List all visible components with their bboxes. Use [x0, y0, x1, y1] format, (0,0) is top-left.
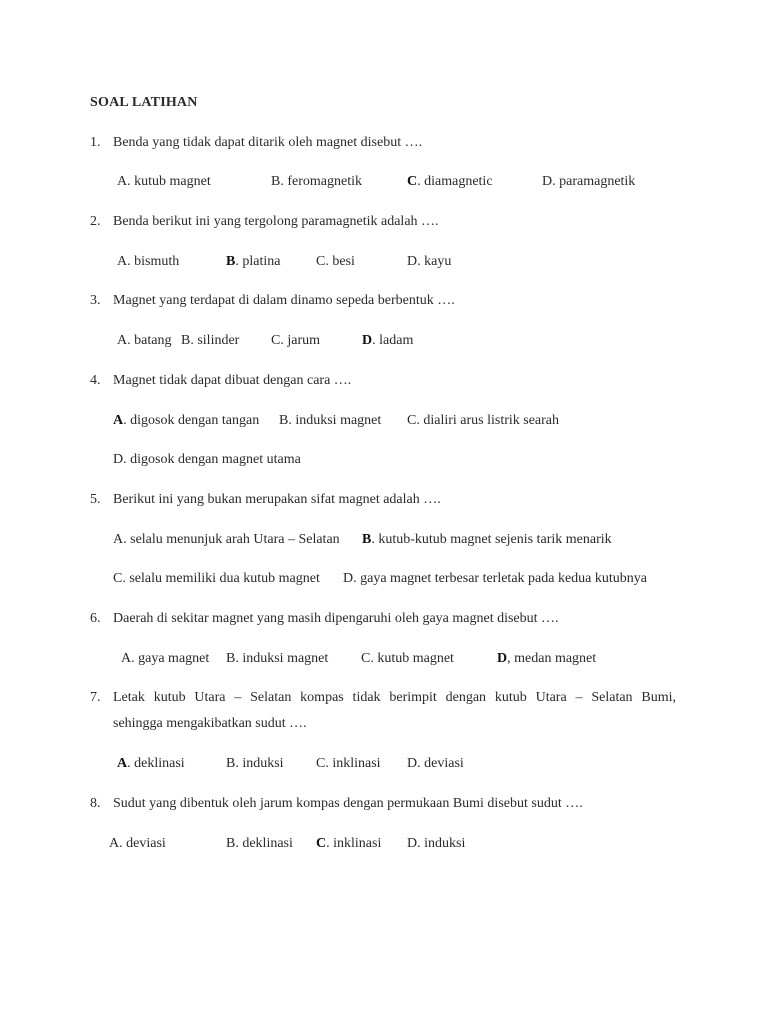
question-1-option-b	[271, 173, 362, 191]
question-1-option-a-text: . kutub magnet	[127, 174, 211, 189]
question-6-option-a-text: . gaya magnet	[131, 651, 210, 666]
question-6-option-d-letter: D	[497, 651, 508, 666]
question-7-option-d-letter: D	[407, 756, 418, 771]
question-1-option-a-letter: A	[117, 174, 128, 189]
question-5-option-d	[343, 570, 647, 588]
question-7-option-c-text: . inklinasi	[325, 756, 381, 771]
question-4-option-d-text: . digosok dengan magnet utama	[123, 452, 301, 467]
question-4-option-a-letter: A	[113, 413, 124, 428]
question-7-option-a	[117, 755, 185, 773]
question-3-text: Magnet yang terdapat di dalam dinamo sepeda berbentuk ….	[113, 293, 455, 308]
question-6-option-a	[121, 650, 209, 668]
question-3-option-a-letter: A	[117, 333, 128, 348]
question-3-number: 3.	[90, 293, 101, 308]
question-4-option-b-letter: B	[279, 413, 289, 428]
question-1-option-d-text: . paramagnetik	[552, 174, 636, 189]
question-8-option-c	[316, 835, 381, 853]
question-2-option-a	[117, 253, 179, 271]
question-3-option-c	[271, 332, 320, 350]
question-2-option-d	[407, 253, 451, 271]
question-1-option-b-text: . feromagnetik	[280, 174, 362, 189]
question-7-text-line-1: Letak kutub Utara – Selatan kompas tidak berimpit dengan kutub Utara – Selatan Bumi,	[113, 690, 676, 705]
question-6-option-a-letter: A	[121, 651, 132, 666]
question-8-option-c-letter: C	[316, 836, 327, 851]
question-4-option-d-letter: D	[113, 452, 124, 467]
question-2-option-c-text: . besi	[325, 254, 355, 269]
question-5-option-c-text: . selalu memiliki dua kutub magnet	[122, 571, 320, 586]
question-1-text: Benda yang tidak dapat ditarik oleh magnet disebut ….	[113, 135, 423, 150]
question-7-option-c-letter: C	[316, 756, 326, 771]
question-7-option-b	[226, 755, 284, 773]
question-2-option-d-text: . kayu	[417, 254, 452, 269]
question-5-option-c	[113, 570, 320, 588]
question-1-option-a	[117, 173, 211, 191]
question-3-option-b-letter: B	[181, 333, 191, 348]
question-4-option-a-text: . digosok dengan tangan	[123, 413, 260, 428]
question-1-option-d-letter: D	[542, 174, 553, 189]
question-4-option-b	[279, 412, 381, 430]
question-7-option-b-letter: B	[226, 756, 236, 771]
question-3-option-b-text: . silinder	[190, 333, 240, 348]
question-8-option-b	[226, 835, 293, 853]
question-8-number: 8.	[90, 796, 101, 811]
question-6-option-c-text: . kutub magnet	[370, 651, 454, 666]
question-4-option-d	[113, 451, 301, 469]
question-8-option-d	[407, 835, 465, 853]
question-4-option-c-letter: C	[407, 413, 417, 428]
question-6-option-c	[361, 650, 454, 668]
question-1-number: 1.	[90, 135, 101, 150]
question-3-option-d-text: . ladam	[372, 333, 414, 348]
question-7-text-line-2: sehingga mengakibatkan sudut ….	[113, 716, 307, 731]
question-2-text: Benda berikut ini yang tergolong paramagnetik adalah ….	[113, 214, 439, 229]
question-5-text: Berikut ini yang bukan merupakan sifat magnet adalah ….	[113, 492, 441, 507]
page-title: SOAL LATIHAN	[90, 95, 198, 110]
question-3-option-c-text: . jarum	[280, 333, 320, 348]
question-4-option-b-text: . induksi magnet	[288, 413, 382, 428]
question-3-option-c-letter: C	[271, 333, 281, 348]
question-6-number: 6.	[90, 611, 101, 626]
question-5-option-b-letter: B	[362, 532, 372, 547]
question-1-option-c	[407, 173, 493, 191]
question-3-option-b	[181, 332, 239, 350]
question-6-option-d	[497, 650, 596, 668]
question-8-option-c-text: . inklinasi	[326, 836, 382, 851]
question-8-text: Sudut yang dibentuk oleh jarum kompas dengan permukaan Bumi disebut sudut ….	[113, 796, 583, 811]
question-5-option-d-letter: D	[343, 571, 354, 586]
question-2-option-b-letter: B	[226, 254, 236, 269]
question-6-option-b	[226, 650, 328, 668]
question-6-option-b-text: . induksi magnet	[235, 651, 329, 666]
question-6-option-c-letter: C	[361, 651, 371, 666]
question-3-option-a-text: . batang	[127, 333, 172, 348]
question-1-option-d	[542, 173, 635, 191]
question-4-text: Magnet tidak dapat dibuat dengan cara ….	[113, 373, 352, 388]
question-2-number: 2.	[90, 214, 101, 229]
question-7-number: 7.	[90, 690, 101, 705]
question-5-number: 5.	[90, 492, 101, 507]
question-2-option-c-letter: C	[316, 254, 326, 269]
question-8-option-b-text: . deklinasi	[235, 836, 293, 851]
question-2-option-a-letter: A	[117, 254, 128, 269]
question-2-option-a-text: . bismuth	[127, 254, 180, 269]
question-5-option-a-letter: A	[113, 532, 124, 547]
question-1-option-c-text: . diamagnetic	[417, 174, 493, 189]
question-7-option-a-text: . deklinasi	[127, 756, 185, 771]
question-2-option-b	[226, 253, 280, 271]
question-8-option-b-letter: B	[226, 836, 236, 851]
question-5-option-a-text: . selalu menunjuk arah Utara – Selatan	[123, 532, 340, 547]
question-5-option-d-text: . gaya magnet terbesar terletak pada kedua kutubnya	[353, 571, 647, 586]
question-1-option-b-letter: B	[271, 174, 281, 189]
question-8-option-a-letter: A	[109, 836, 120, 851]
question-7-option-c	[316, 755, 381, 773]
question-7-option-a-letter: A	[117, 756, 128, 771]
question-4-number: 4.	[90, 373, 101, 388]
question-5-option-b	[362, 531, 612, 549]
question-5-option-a	[113, 531, 340, 549]
question-4-option-c-text: . dialiri arus listrik searah	[416, 413, 560, 428]
question-4-option-a	[113, 412, 259, 430]
question-3-option-d-letter: D	[362, 333, 373, 348]
question-8-option-d-text: . induksi	[417, 836, 466, 851]
question-3-option-d	[362, 332, 413, 350]
question-7-option-d	[407, 755, 464, 773]
question-6-text: Daerah di sekitar magnet yang masih dipengaruhi oleh gaya magnet disebut ….	[113, 611, 559, 626]
question-4-option-c	[407, 412, 559, 430]
question-5-option-c-letter: C	[113, 571, 123, 586]
question-3-option-a	[117, 332, 171, 350]
question-8-option-a-text: . deviasi	[119, 836, 166, 851]
question-2-option-b-text: . platina	[235, 254, 281, 269]
question-1-option-c-letter: C	[407, 174, 418, 189]
question-8-option-d-letter: D	[407, 836, 418, 851]
question-2-option-c	[316, 253, 355, 271]
question-6-option-d-text: , medan magnet	[507, 651, 597, 666]
question-7-option-d-text: . deviasi	[417, 756, 464, 771]
question-7-option-b-text: . induksi	[235, 756, 284, 771]
question-8-option-a	[109, 835, 166, 853]
question-5-option-b-text: . kutub-kutub magnet sejenis tarik menarik	[371, 532, 612, 547]
question-6-option-b-letter: B	[226, 651, 236, 666]
question-2-option-d-letter: D	[407, 254, 418, 269]
